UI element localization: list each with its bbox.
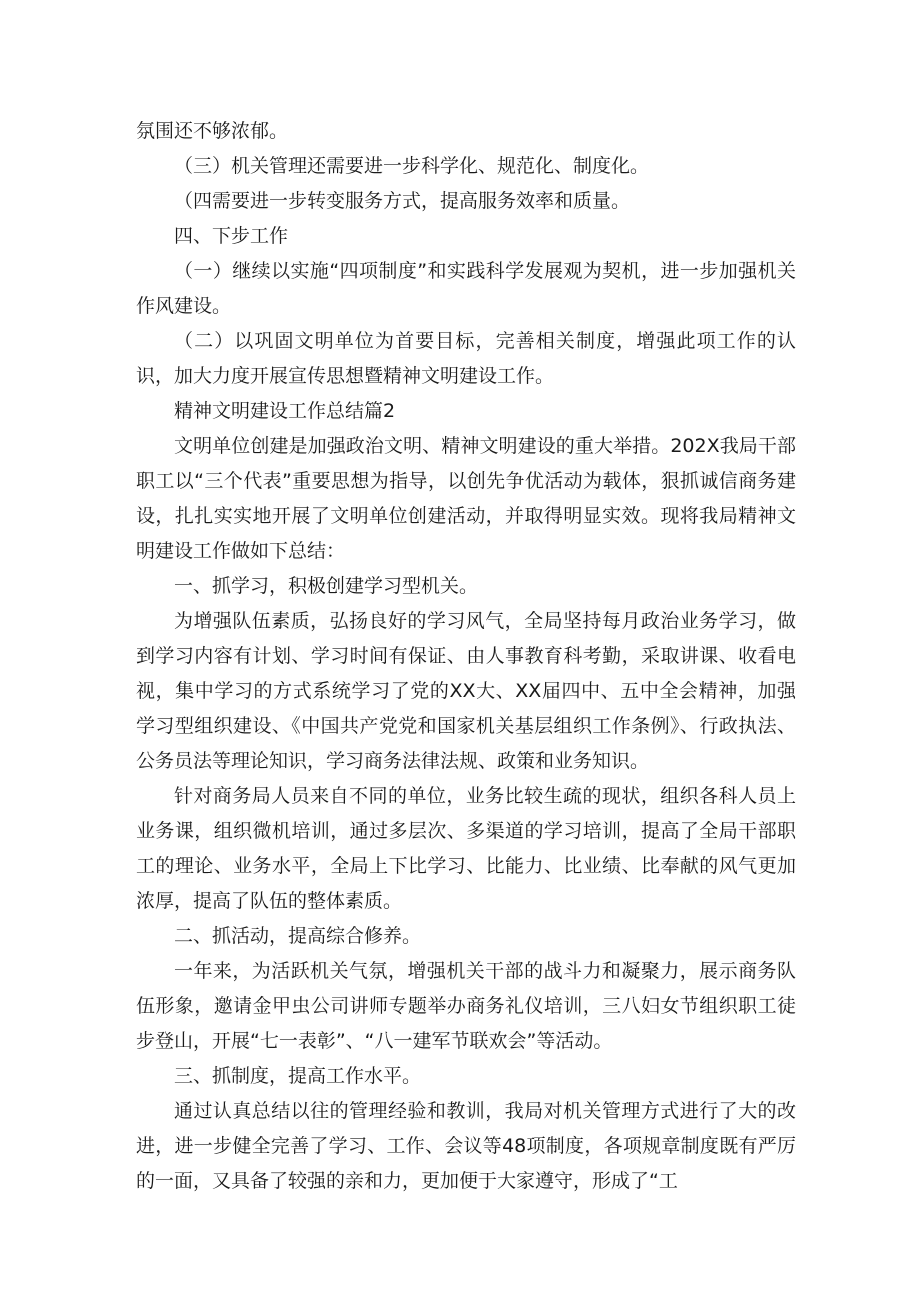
document-body xyxy=(136,114,796,1199)
section-heading-activities: 二、抓活动，提高综合修养。 xyxy=(174,925,422,947)
paragraph-intro: 文明单位创建是加强政治文明、精神文明建设的重大举措。202X我局干部职工以“三个代表”重要思想为指导，以创先争优活动为载体，狠抓诚信商务建设，扎扎实实地开展了文明单位创建活动，并取得明显实效。现将我局精神文明建设工作做如下总结： xyxy=(136,435,796,562)
paragraph-next-step-one: （一）继续以实施“四项制度”和实践科学发展观为契机，进一步加强机关作风建设。 xyxy=(136,260,796,317)
section-heading-study: 一、抓学习，积极创建学习型机关。 xyxy=(174,575,479,597)
paragraph-system: 通过认真总结以往的管理经验和教训，我局对机关管理方式进行了大的改进，进一步健全完善了学习、工作、会议等48项制度，各项规章制度既有严厉的一面，又具备了较强的亲和力，更加便于大家遵守，形成了“工 xyxy=(136,1100,796,1192)
section-heading-system: 三、抓制度，提高工作水平。 xyxy=(174,1065,422,1087)
paragraph-continuation: 氛围还不够浓郁。 xyxy=(136,120,289,142)
section-heading-next-steps: 四、下步工作 xyxy=(174,225,289,247)
paragraph-issue-four: （四需要进一步转变服务方式，提高服务效率和质量。 xyxy=(174,190,631,212)
paragraph-activities: 一年来，为活跃机关气氛，增强机关干部的战斗力和凝聚力，展示商务队伍形象，邀请金甲虫公司讲师专题举办商务礼仪培训，三八妇女节组织职工徒步登山，开展“七一表彰”、“八一建军节联欢会”等活动。 xyxy=(136,960,796,1052)
article-title: 精神文明建设工作总结篇2 xyxy=(174,400,396,422)
paragraph-issue-three: （三）机关管理还需要进一步科学化、规范化、制度化。 xyxy=(174,155,650,177)
paragraph-study-one: 为增强队伍素质，弘扬良好的学习风气，全局坚持每月政治业务学习，做到学习内容有计划、学习时间有保证、由人事教育科考勤，采取讲课、收看电视，集中学习的方式系统学习了党的XX大、XX届四中、五中全会精神，加强学习型组织建设、《中国共产党党和国家机关基层组织工作条例》、行政执法、公务员法等理论知识，学习商务法律法规、政策和业务知识。 xyxy=(136,610,796,772)
paragraph-study-two: 针对商务局人员来自不同的单位，业务比较生疏的现状，组织各科人员上业务课，组织微机培训，通过多层次、多渠道的学习培训，提高了全局干部职工的理论、业务水平，全局上下比学习、比能力、比业绩、比奉献的风气更加浓厚，提高了队伍的整体素质。 xyxy=(136,785,796,912)
paragraph-next-step-two: （二）以巩固文明单位为首要目标，完善相关制度，增强此项工作的认识，加大力度开展宣传思想暨精神文明建设工作。 xyxy=(136,330,796,387)
